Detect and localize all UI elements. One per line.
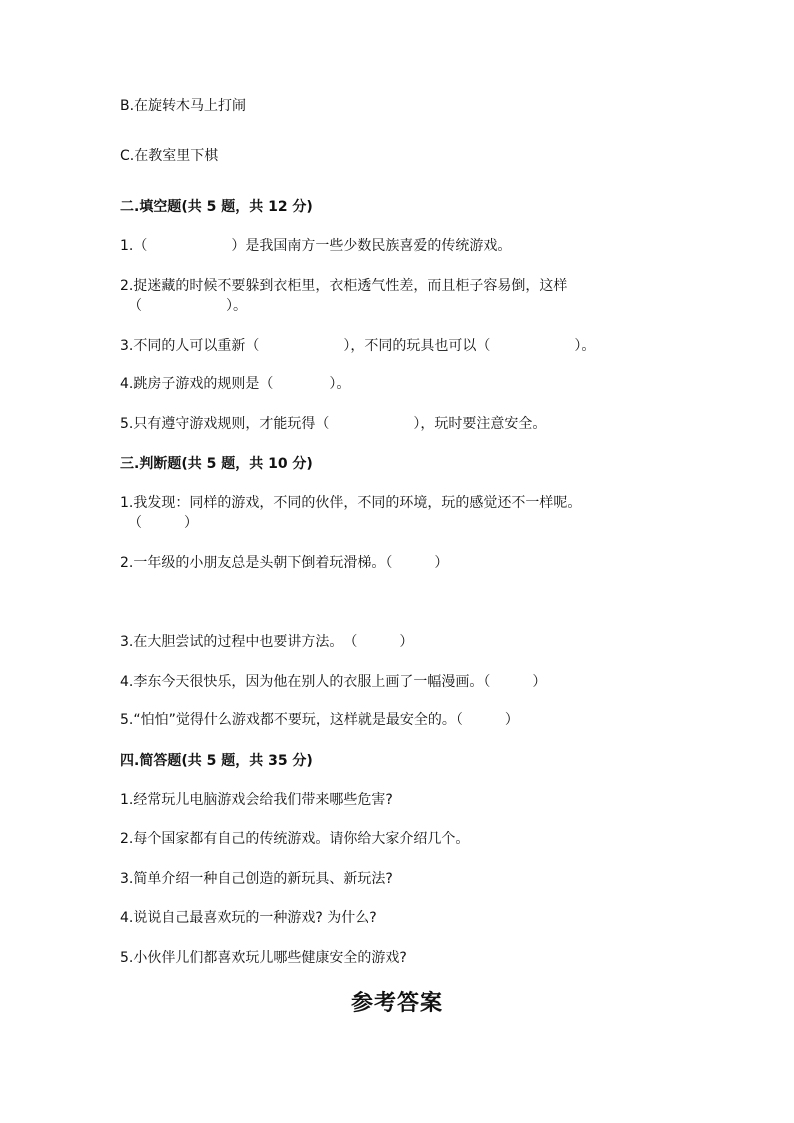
option-c: C.在教室里下棋 bbox=[120, 148, 219, 164]
true-false-q1-line1: 1.我发现：同样的游戏，不同的伙伴，不同的环境，玩的感觉还不一样呢。 bbox=[120, 495, 582, 511]
fill-in-q1: 1.（ ）是我国南方一些少数民族喜爱的传统游戏。 bbox=[120, 238, 512, 254]
fill-in-q4: 4.跳房子游戏的规则是（ ）。 bbox=[120, 376, 351, 392]
fill-in-q3: 3.不同的人可以重新（ ），不同的玩具也可以（ ）。 bbox=[120, 338, 596, 354]
short-answer-heading: 四.简答题(共 5 题，共 35 分) bbox=[120, 753, 313, 769]
short-answer-q1: 1.经常玩儿电脑游戏会给我们带来哪些危害? bbox=[120, 792, 393, 808]
fill-in-q2-line1: 2.捉迷藏的时候不要躲到衣柜里，衣柜透气性差，而且柜子容易倒，这样 bbox=[120, 278, 568, 294]
fill-in-q2-line2: （ ）。 bbox=[128, 298, 247, 314]
true-false-q4: 4.李东今天很快乐，因为他在别人的衣服上画了一幅漫画。（ ） bbox=[120, 674, 547, 690]
true-false-q3: 3.在大胆尝试的过程中也要讲方法。 （ ） bbox=[120, 634, 414, 650]
short-answer-q4: 4.说说自己最喜欢玩的一种游戏? 为什么? bbox=[120, 910, 377, 926]
true-false-q1-line2: （ ） bbox=[128, 515, 198, 531]
short-answer-q2: 2.每个国家都有自己的传统游戏。请你给大家介绍几个。 bbox=[120, 831, 470, 847]
true-false-q5: 5.“怕怕”觉得什么游戏都不要玩，这样就是最安全的。（ ） bbox=[120, 712, 519, 728]
option-b: B.在旋转木马上打闹 bbox=[120, 98, 247, 114]
fill-in-heading: 二.填空题(共 5 题，共 12 分) bbox=[120, 199, 313, 215]
true-false-heading: 三.判断题(共 5 题，共 10 分) bbox=[120, 456, 313, 472]
short-answer-q5: 5.小伙伴儿们都喜欢玩儿哪些健康安全的游戏? bbox=[120, 950, 407, 966]
true-false-q2: 2.一年级的小朋友总是头朝下倒着玩滑梯。（ ） bbox=[120, 555, 449, 571]
short-answer-q3: 3.简单介绍一种自己创造的新玩具、新玩法? bbox=[120, 871, 393, 887]
fill-in-q5: 5.只有遵守游戏规则，才能玩得（ ），玩时要注意安全。 bbox=[120, 416, 547, 432]
answer-key-title: 参考答案 bbox=[350, 990, 443, 1016]
